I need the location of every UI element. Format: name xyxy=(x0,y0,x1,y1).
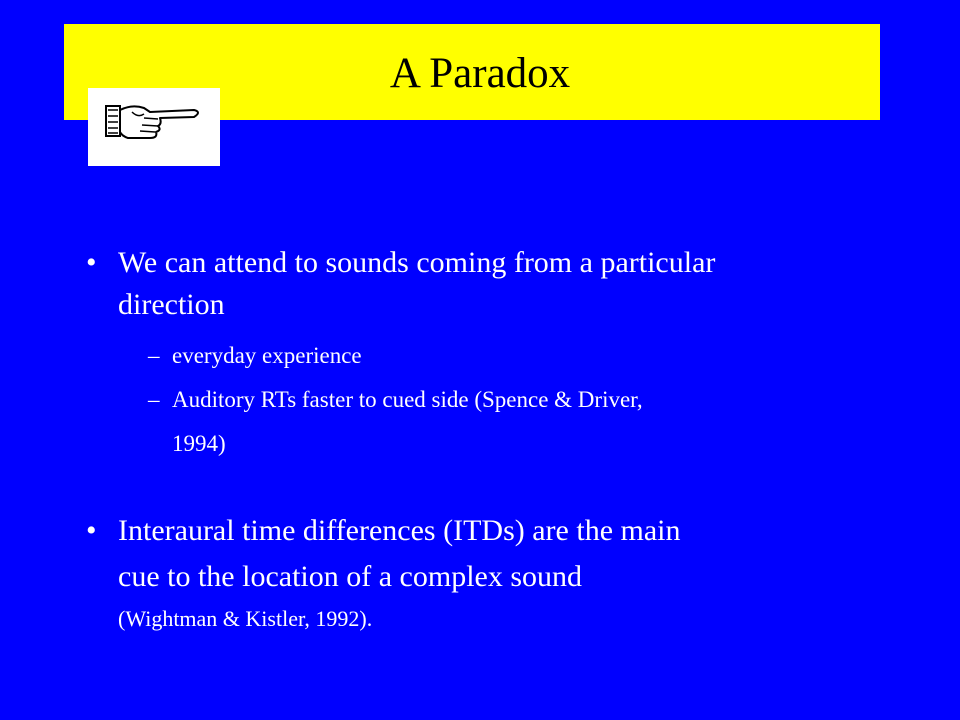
sub-bullet-marker: – xyxy=(148,343,160,368)
bullet-text-line: Interaural time differences (ITDs) are the main xyxy=(118,514,681,547)
bullet-marker: • xyxy=(86,514,97,547)
bullet-text-line: direction xyxy=(118,288,225,321)
sub-bullet-text-line: Auditory RTs faster to cued side (Spence & Driver, xyxy=(172,387,643,412)
citation-text: (Wightman & Kistler, 1992). xyxy=(118,606,373,631)
sub-bullet-marker: – xyxy=(148,387,160,412)
bullet-text-line: We can attend to sounds coming from a particular xyxy=(118,246,716,279)
sub-bullet-text-line: 1994) xyxy=(172,431,226,456)
bullet-marker: • xyxy=(86,246,97,279)
sub-bullet-text-line: everyday experience xyxy=(172,343,362,368)
bullet-text-line: cue to the location of a complex sound xyxy=(118,560,583,593)
slide-title: A Paradox xyxy=(389,50,571,97)
